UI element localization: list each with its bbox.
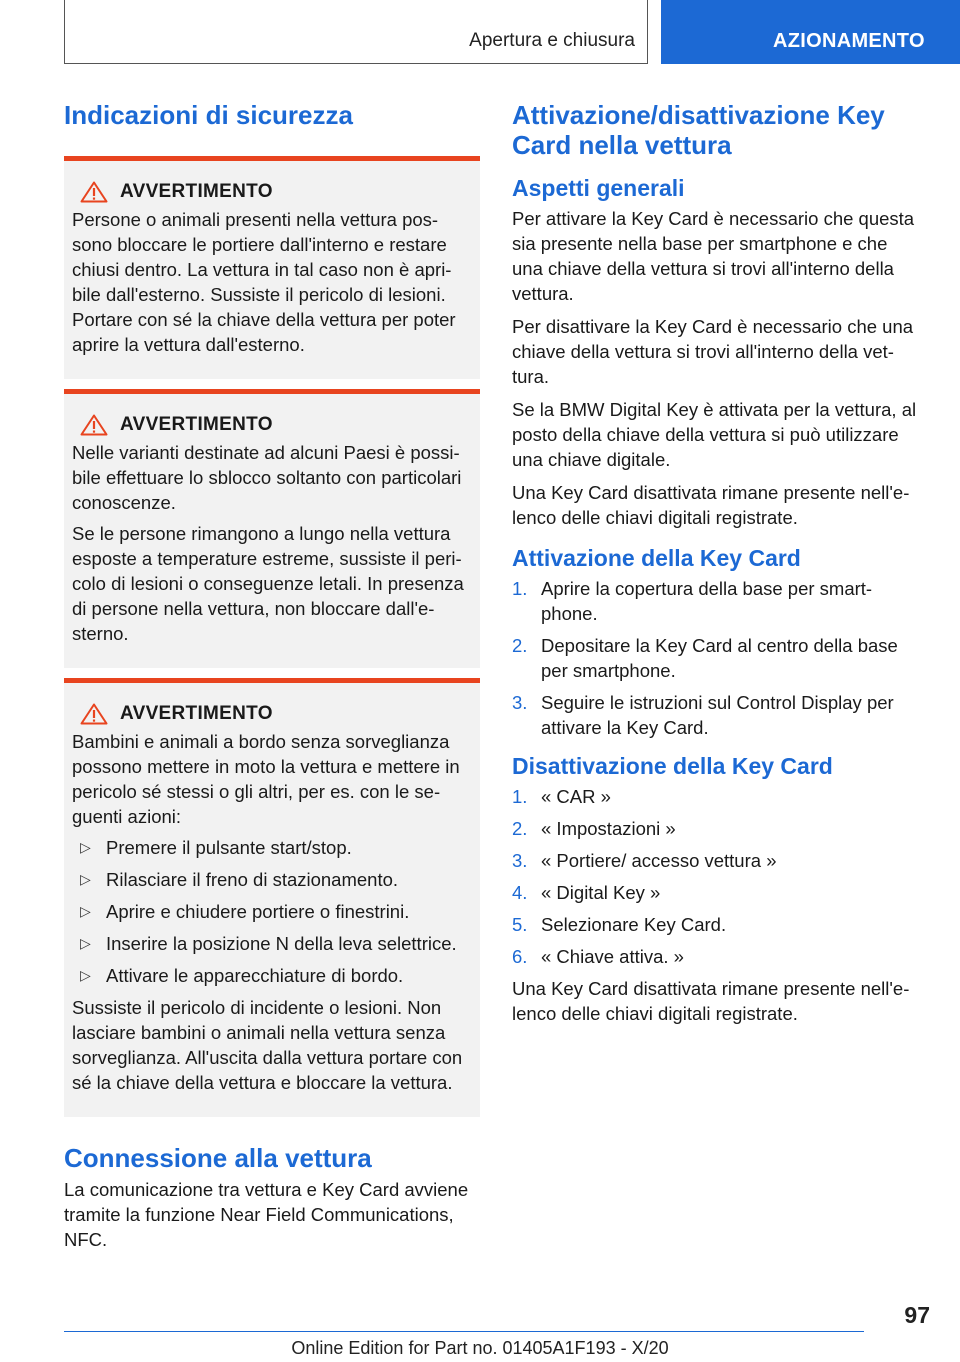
warning-bullet-list (72, 835, 472, 988)
list-item: 2. Depositare la Key Card al centro della base per smartphone. (512, 635, 898, 681)
header-chapter-tab (661, 0, 960, 64)
list-item: ▷ Inserire la posizione N della leva selettrice. (80, 933, 457, 954)
warning-triangle-icon (80, 703, 108, 725)
list-item: 6. « Chiave attiva. » (512, 946, 684, 967)
warning-text: Persone o animali presenti nella vettura pos-sono bloccare le portiere dall'interno e restare chiusi dentro. La vettura in tal caso non è apri-bile dall'esterno. Sussiste il pericolo di lesioni. Portare con sé la chiave della vettura per poter aprire la vettura dall'esterno. (72, 209, 456, 355)
triangle-bullet-icon: ▷ (80, 871, 91, 887)
warning-box-3 (64, 678, 480, 1117)
general-text: Una Key Card disattivata rimane presente nell'e-lenco delle chiavi digitali registrate. (512, 482, 910, 528)
list-item: 2. « Impostazioni » (512, 818, 676, 839)
safety-heading: Indicazioni di sicurezza (64, 100, 353, 130)
connection-heading: Connessione alla vettura (64, 1143, 372, 1173)
warning-title: AVVERTIMENTO (120, 414, 273, 435)
footer-divider (64, 1331, 864, 1332)
warning-box-1 (64, 156, 480, 379)
warning-title: AVVERTIMENTO (120, 181, 273, 202)
triangle-bullet-icon: ▷ (80, 935, 91, 951)
list-item: 4. « Digital Key » (512, 882, 661, 903)
list-item: ▷ Premere il pulsante start/stop. (80, 837, 352, 858)
warning-triangle-icon (80, 181, 108, 203)
connection-text: La comunicazione tra vettura e Key Card avviene tramite la funzione Near Field Communications, NFC. (64, 1179, 469, 1250)
general-text: Per disattivare la Key Card è necessario che una chiave della vettura si trovi all'interno della vet-tura. (512, 316, 914, 387)
left-column (64, 100, 480, 1252)
list-item: 1. Aprire la copertura della base per smart-phone. (512, 578, 873, 624)
triangle-bullet-icon: ▷ (80, 839, 91, 855)
header-chapter-label: AZIONAMENTO (773, 30, 925, 52)
deactivation-steps (512, 784, 922, 969)
triangle-bullet-icon: ▷ (80, 903, 91, 919)
general-text: Se la BMW Digital Key è attivata per la vettura, al posto della chiave della vettura si può utilizzare una chiave digitale. (512, 399, 917, 470)
header-section-box (64, 0, 648, 64)
activation-steps (512, 576, 922, 740)
activation-heading: Attivazione della Key Card (512, 545, 801, 571)
page-number: 97 (904, 1302, 930, 1328)
list-item: 3. « Portiere/ accesso vettura » (512, 850, 777, 871)
general-heading: Aspetti generali (512, 175, 685, 201)
warning-box-2 (64, 389, 480, 668)
deactivation-note: Una Key Card disattivata rimane presente nell'e-lenco delle chiavi digitali registrate. (512, 978, 910, 1024)
warning-title: AVVERTIMENTO (120, 703, 273, 724)
edition-footer: Online Edition for Part no. 01405A1F193 - X/20 (291, 1338, 669, 1358)
list-item: ▷ Aprire e chiudere portiere o finestrini. (80, 901, 410, 922)
right-column (512, 100, 922, 1026)
warning-text: Nelle varianti destinate ad alcuni Paesi è possi-bile effettuare lo sblocco soltanto con particolari conoscenze. (72, 442, 462, 513)
warning-text: Se le persone rimangono a lungo nella vettura esposte a temperature estreme, sussiste il peri-colo di lesioni o conseguenze letali. In presenza di persone nella vettura, non bloccare dall'e-sterno. (72, 523, 464, 644)
general-text: Per attivare la Key Card è necessario che questa sia presente nella base per smartphone e che una chiave della vettura si trovi all'interno della vettura. (512, 208, 915, 304)
list-item: 5. Selezionare Key Card. (512, 914, 727, 935)
list-item: ▷ Rilasciare il freno di stazionamento. (80, 869, 399, 890)
warning-text: Bambini e animali a bordo senza sorveglianza possono mettere in moto la vettura e mettere in pericolo sé stessi o gli altri, per es. con le se-guenti azioni: (72, 731, 460, 827)
deactivation-heading: Disattivazione della Key Card (512, 753, 833, 779)
list-item: 3. Seguire le istruzioni sul Control Display per attivare la Key Card. (512, 692, 894, 738)
warning-text: Sussiste il pericolo di incidente o lesioni. Non lasciare bambini o animali nella vettura senza sorveglianza. All'uscita dalla vettura portare con sé la chiave della vettura e bloccare la vettura. (72, 997, 463, 1093)
triangle-bullet-icon: ▷ (80, 967, 91, 983)
header-section-title: Apertura e chiusura (469, 30, 635, 51)
list-item: ▷ Attivare le apparecchiature di bordo. (80, 965, 404, 986)
list-item: 1. « CAR » (512, 786, 611, 807)
keycard-heading: Attivazione/disattivazione Key Card nella vettura (512, 100, 885, 160)
warning-triangle-icon (80, 414, 108, 436)
